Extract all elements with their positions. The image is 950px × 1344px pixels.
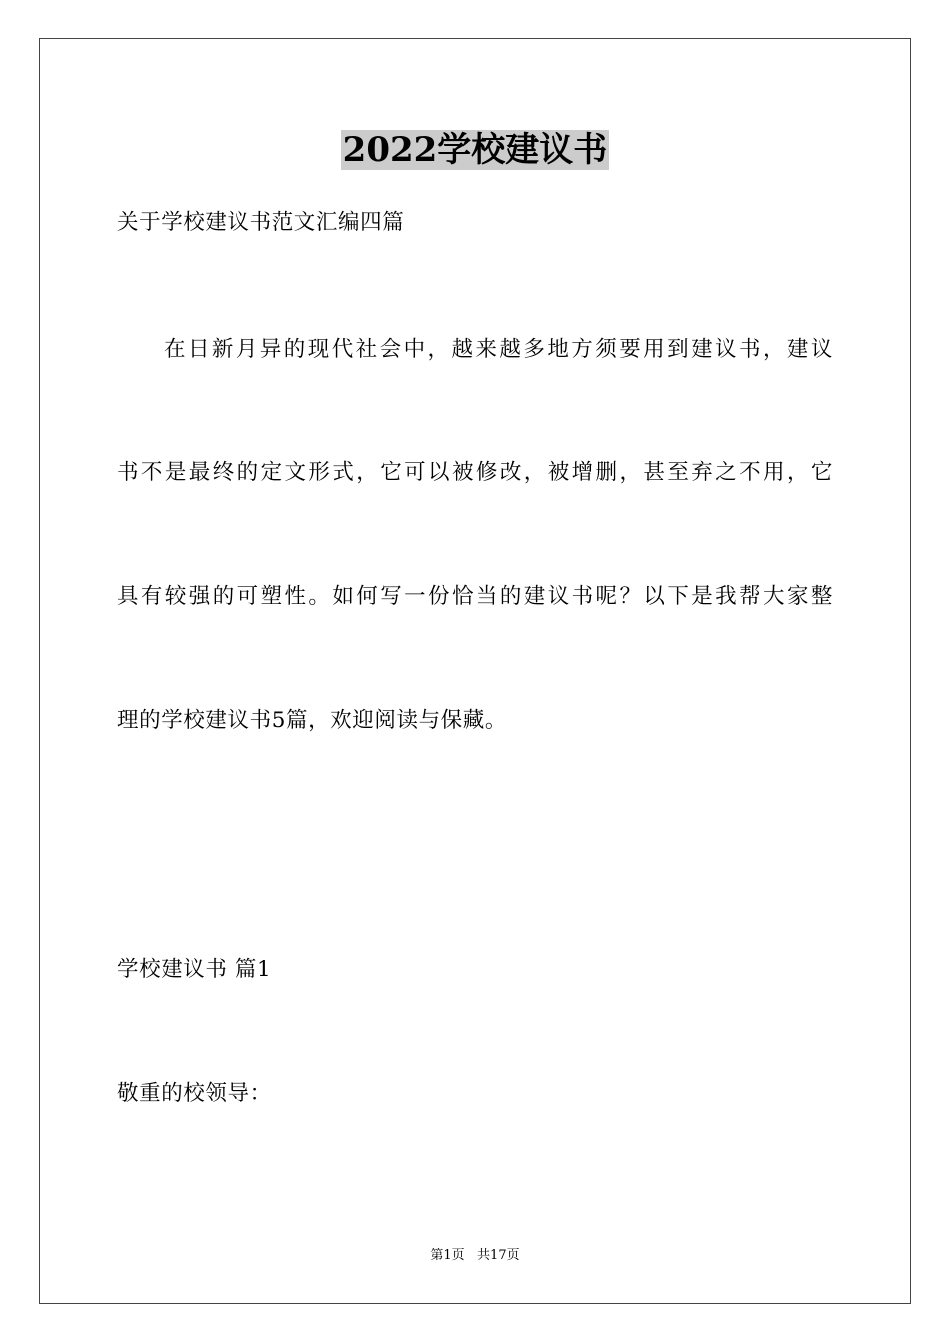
- section-heading: 学校建议书 篇1: [117, 957, 272, 982]
- document-title-text: 2022学校建议书: [342, 130, 608, 170]
- intro-paragraph-line-1: 在日新月异的现代社会中，越来越多地方须要用到建议书，建议: [164, 337, 833, 362]
- intro-paragraph-line-3: 具有较强的可塑性。如何写一份恰当的建议书呢？以下是我帮大家整: [117, 584, 833, 609]
- document-subtitle: 关于学校建议书范文汇编四篇: [117, 210, 405, 235]
- intro-paragraph-line-4: 理的学校建议书5篇，欢迎阅读与保藏。: [117, 708, 507, 733]
- salutation: 敬重的校领导：: [117, 1081, 272, 1106]
- document-title: [0, 128, 950, 172]
- intro-paragraph-line-2: 书不是最终的定文形式，它可以被修改，被增删，甚至弃之不用，它: [117, 460, 833, 485]
- page-footer: 第1页 共17页: [430, 1248, 520, 1263]
